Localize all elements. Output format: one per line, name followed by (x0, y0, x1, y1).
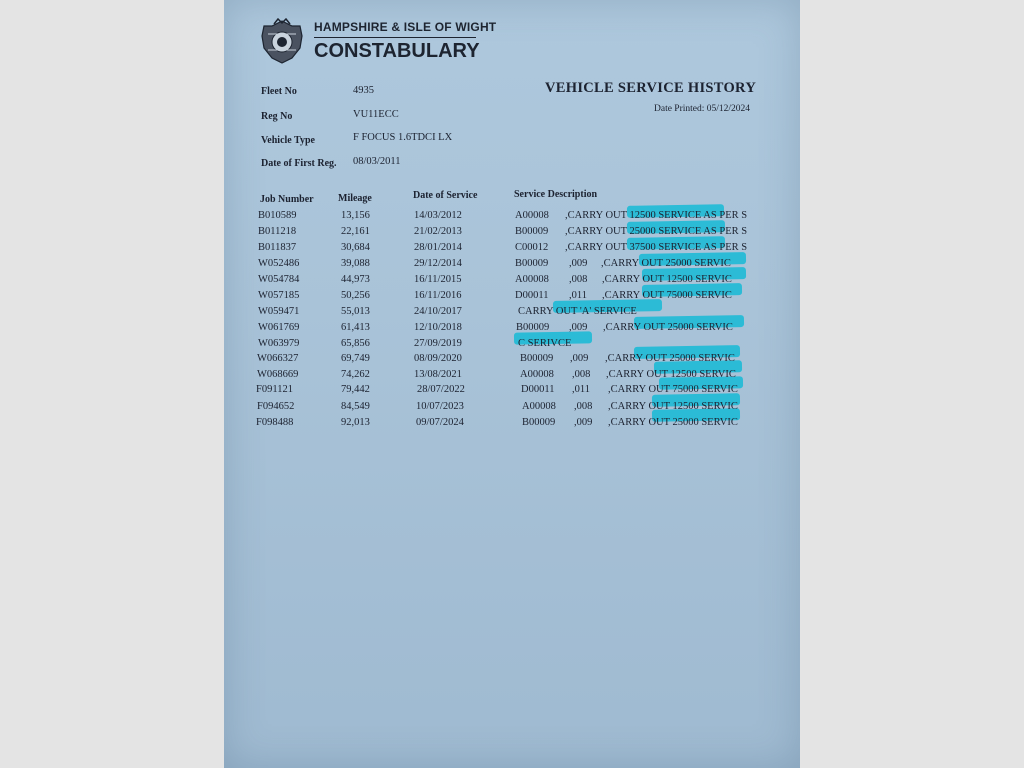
service-description: ,CARRY OUT 75000 SERVIC (608, 384, 738, 395)
service-subcode: ,009 (570, 353, 589, 364)
service-subcode: ,009 (569, 322, 588, 333)
service-description: ,CARRY OUT 12500 SERVIC (606, 369, 736, 380)
service-date: 16/11/2016 (414, 290, 462, 301)
date-printed-label: Date Printed: (654, 104, 705, 114)
service-code: B00009 (515, 258, 549, 269)
table-row (224, 290, 800, 305)
job-number: W052486 (258, 258, 300, 269)
service-description: ,CARRY OUT 12500 SERVIC (602, 274, 732, 285)
service-code: A00008 (520, 369, 554, 380)
service-subcode: ,011 (569, 290, 587, 301)
job-number: W063979 (258, 338, 300, 349)
service-date: 08/09/2020 (414, 353, 462, 364)
mileage: 55,013 (341, 306, 370, 317)
service-subcode: ,008 (572, 369, 591, 380)
mileage: 92,013 (341, 417, 370, 428)
col-header-mileage: Mileage (338, 193, 372, 204)
col-header-description: Service Description (514, 189, 598, 200)
reg-no-label: Reg No (261, 111, 293, 122)
mileage: 69,749 (341, 353, 370, 364)
service-description: ,CARRY OUT 37500 SERVICE AS PER S (565, 242, 748, 253)
first-reg-value: 08/03/2011 (353, 156, 401, 167)
job-number: W066327 (257, 353, 299, 364)
mileage: 22,161 (341, 226, 370, 237)
service-description: ,CARRY OUT 75000 SERVIC (602, 290, 732, 301)
service-subcode: ,009 (569, 258, 588, 269)
document-page (224, 0, 800, 768)
reg-no-value: VU11ECC (353, 109, 399, 120)
service-subcode: ,009 (574, 417, 593, 428)
job-number: W068669 (257, 369, 299, 380)
job-number: F098488 (256, 417, 294, 428)
police-crest-icon (256, 18, 308, 66)
fleet-no-value: 4935 (353, 85, 374, 96)
table-row (224, 353, 800, 368)
report-title: VEHICLE SERVICE HISTORY (545, 80, 757, 96)
mileage: 13,156 (341, 210, 370, 221)
table-row (224, 258, 800, 273)
org-name-line1: HAMPSHIRE & ISLE OF WIGHT (314, 20, 497, 34)
org-divider (314, 37, 476, 38)
service-subcode: ,008 (574, 401, 593, 412)
service-description: ,CARRY OUT 25000 SERVIC (601, 258, 731, 269)
table-row (224, 417, 800, 432)
table-row (224, 338, 800, 353)
mileage: 74,262 (341, 369, 370, 380)
service-description: ,CARRY OUT 12500 SERVIC (608, 401, 738, 412)
service-code: A00008 (522, 401, 556, 412)
service-description: ,CARRY OUT 25000 SERVIC (603, 322, 733, 333)
service-code: D00011 (515, 290, 549, 301)
table-row (224, 384, 800, 399)
service-code: B00009 (520, 353, 554, 364)
service-description: ,CARRY OUT 25000 SERVICE AS PER S (565, 226, 748, 237)
service-code: A00008 (515, 274, 549, 285)
table-row (224, 242, 800, 257)
mileage: 65,856 (341, 338, 370, 349)
table-row (224, 322, 800, 337)
service-date: 21/02/2013 (414, 226, 462, 237)
job-number: B010589 (258, 210, 297, 221)
service-date: 27/09/2019 (414, 338, 462, 349)
service-date: 24/10/2017 (414, 306, 462, 317)
service-code: C00012 (515, 242, 549, 253)
service-code: D00011 (521, 384, 555, 395)
job-number: B011218 (258, 226, 297, 237)
service-code: B00009 (516, 322, 550, 333)
service-code: B00009 (522, 417, 556, 428)
service-code: B00009 (515, 226, 549, 237)
mileage: 79,442 (341, 384, 370, 395)
service-date: 12/10/2018 (414, 322, 462, 333)
service-date: 13/08/2021 (414, 369, 462, 380)
job-number: B011837 (258, 242, 297, 253)
mileage: 44,973 (341, 274, 370, 285)
job-number: W061769 (258, 322, 300, 333)
service-date: 16/11/2015 (414, 274, 462, 285)
service-code: A00008 (515, 210, 549, 221)
job-number: W057185 (258, 290, 300, 301)
table-row (224, 401, 800, 416)
org-name-line2: CONSTABULARY (314, 40, 480, 62)
service-description: ,CARRY OUT 25000 SERVIC (605, 353, 735, 364)
mileage: 61,413 (341, 322, 370, 333)
date-printed (654, 104, 750, 114)
service-subcode: ,008 (569, 274, 588, 285)
job-number: W054784 (258, 274, 300, 285)
job-number: F094652 (257, 401, 295, 412)
service-date: 29/12/2014 (414, 258, 462, 269)
fleet-no-label: Fleet No (261, 86, 297, 97)
mileage: 39,088 (341, 258, 370, 269)
table-row (224, 369, 800, 384)
job-number: F091121 (256, 384, 293, 395)
first-reg-label: Date of First Reg. (261, 158, 337, 169)
service-date: 10/07/2023 (416, 401, 464, 412)
service-subcode: ,011 (572, 384, 590, 395)
service-date: 14/03/2012 (414, 210, 462, 221)
service-description: ,CARRY OUT 12500 SERVICE AS PER S (565, 210, 748, 221)
vehicle-type-label: Vehicle Type (261, 135, 315, 146)
service-date: 09/07/2024 (416, 417, 464, 428)
date-printed-value: 05/12/2024 (706, 104, 751, 114)
service-code: C SERIVCE (518, 338, 572, 349)
job-number: W059471 (258, 306, 300, 317)
mileage: 30,684 (341, 242, 370, 253)
service-code: CARRY OUT 'A' SERVICE (518, 306, 637, 317)
table-row (224, 210, 800, 225)
service-date: 28/01/2014 (414, 242, 462, 253)
table-row (224, 226, 800, 241)
table-row (224, 274, 800, 289)
service-description: ,CARRY OUT 25000 SERVIC (608, 417, 738, 428)
mileage: 84,549 (341, 401, 370, 412)
vehicle-type-value: F FOCUS 1.6TDCI LX (353, 132, 453, 143)
col-header-date: Date of Service (413, 190, 478, 201)
mileage: 50,256 (341, 290, 370, 301)
service-date: 28/07/2022 (417, 384, 465, 395)
table-row (224, 306, 800, 321)
col-header-job: Job Number (260, 194, 314, 205)
